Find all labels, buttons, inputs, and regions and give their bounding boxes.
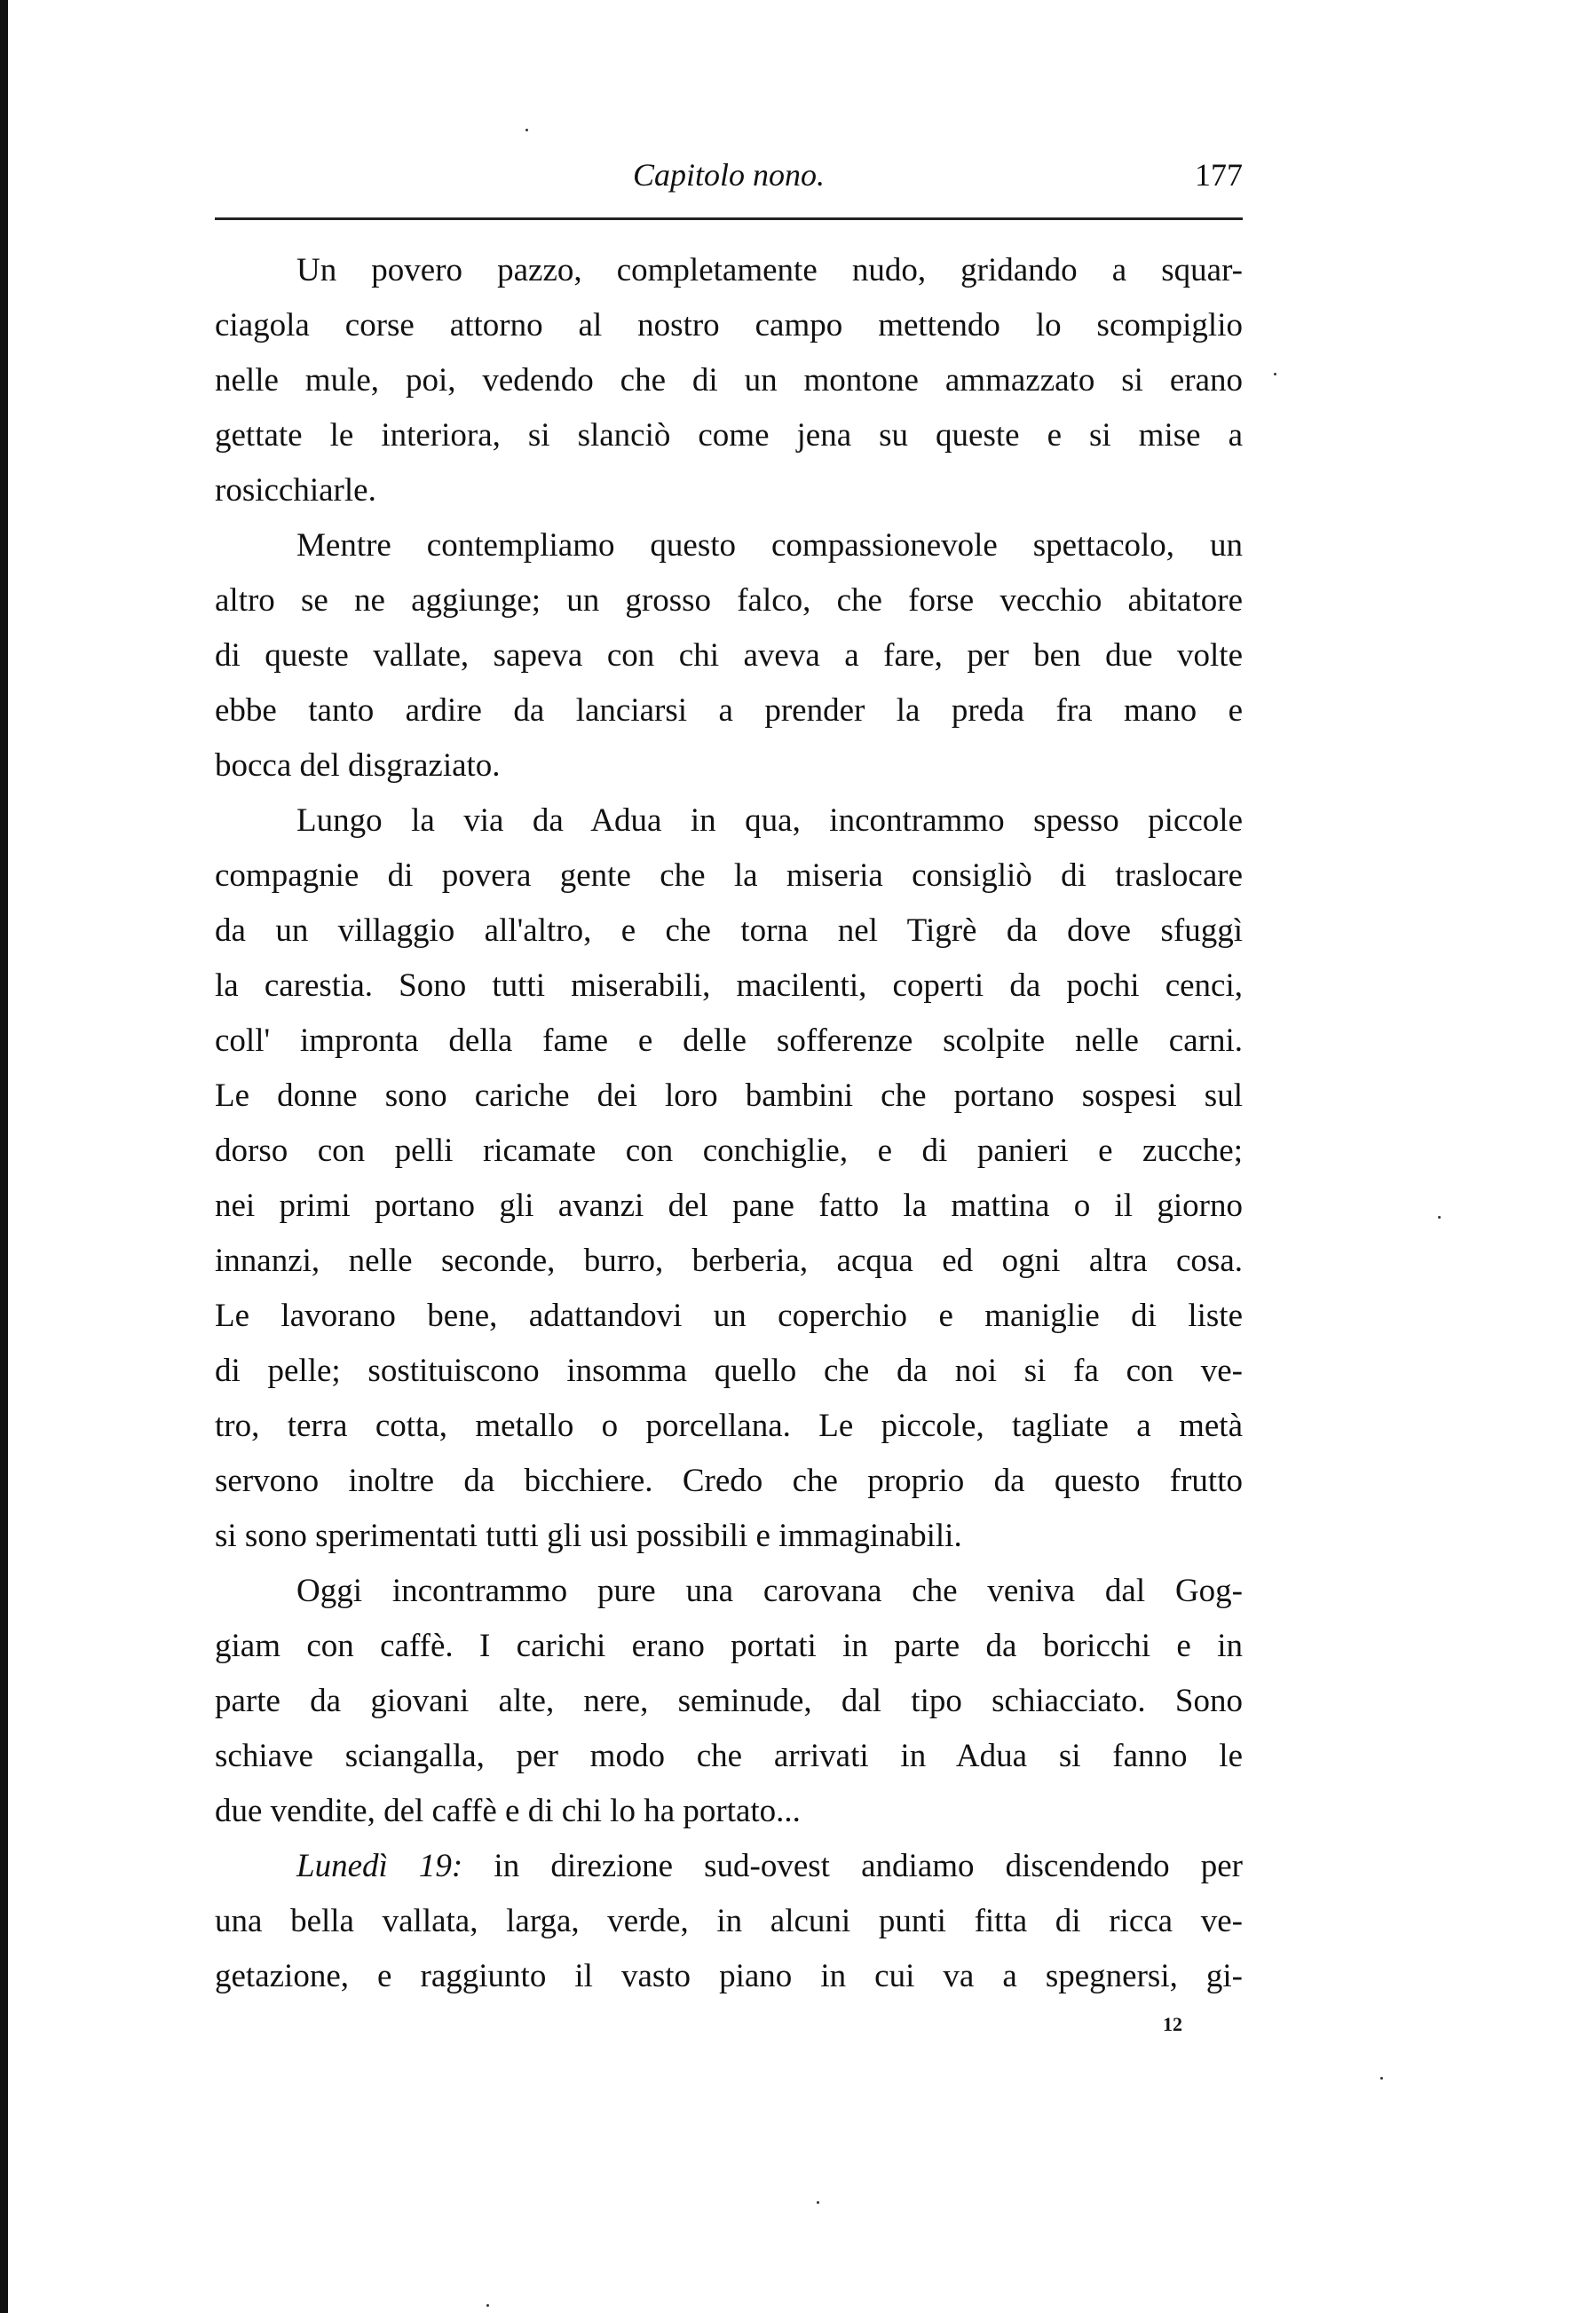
body-text	[215, 243, 1243, 2004]
text-line: Lungo la via da Adua in qua, incontrammo spesso piccole	[296, 802, 1243, 839]
text-line: innanzi, nelle seconde, burro, berberia, acqua ed ogni altra cosa.	[215, 1243, 1243, 1279]
text-line: Oggi incontrammo pure una carovana che veniva dal Gog-	[296, 1573, 1243, 1609]
scan-speck	[486, 2304, 489, 2307]
text-line: Mentre contempliamo questo compassionevole spettacolo, un	[296, 527, 1243, 564]
scan-speck	[1438, 1216, 1441, 1219]
text-line: coll' impronta della fame e delle sofferenze scolpite nelle carni.	[215, 1022, 1243, 1059]
header-rule	[215, 217, 1243, 220]
text-line: ciagola corse attorno al nostro campo mettendo lo scompiglio	[215, 307, 1243, 343]
text-line: ebbe tanto ardire da lanciarsi a prender la preda fra mano e	[215, 692, 1243, 729]
text-line: compagnie di povera gente che la miseria consigliò di traslocare	[215, 857, 1243, 894]
text-line: nei primi portano gli avanzi del pane fatto la mattina o il giorno	[215, 1188, 1243, 1224]
text-line: si sono sperimentati tutti gli usi possibili e immaginabili.	[215, 1518, 962, 1554]
running-head	[215, 153, 1243, 197]
line-text: in direzione sud-ovest andiamo discendendo per	[462, 1848, 1244, 1884]
text-line: da un villaggio all'altro, e che torna nel Tigrè da dove sfuggì	[215, 912, 1243, 949]
text-line	[215, 1839, 1243, 1894]
text-line: schiave sciangalla, per modo che arrivati in Adua si fanno le	[215, 1738, 1243, 1774]
scan-speck	[525, 129, 528, 131]
text-line: la carestia. Sono tutti miserabili, macilenti, coperti da pochi cenci,	[215, 967, 1243, 1004]
text-line: rosicchiarle.	[215, 472, 376, 509]
text-line: parte da giovani alte, nere, seminude, dal tipo schiacciato. Sono	[215, 1683, 1243, 1719]
text-line: altro se ne aggiunge; un grosso falco, che forse vecchio abitatore	[215, 582, 1243, 619]
signature-mark: 12	[1163, 2013, 1182, 2035]
text-line: servono inoltre da bicchiere. Credo che proprio da questo frutto	[215, 1463, 1243, 1499]
text-line: gettate le interiora, si slanciò come jena su queste e si mise a	[215, 417, 1243, 454]
scan-speck	[1274, 373, 1276, 375]
text-line: due vendite, del caffè e di chi lo ha portato...	[215, 1793, 801, 1829]
text-line: Un povero pazzo, completamente nudo, gridando a squar-	[296, 252, 1243, 288]
running-title: Capitolo nono.	[632, 157, 826, 193]
text-line: tro, terra cotta, metallo o porcellana. Le piccole, tagliate a metà	[215, 1408, 1243, 1444]
date-lead: Lunedì 19:	[296, 1848, 463, 1884]
text-line: una bella vallata, larga, verde, in alcuni punti fitta di ricca ve-	[215, 1903, 1243, 1939]
text-line: di queste vallate, sapeva con chi aveva a fare, per ben due volte	[215, 637, 1243, 674]
scan-speck	[817, 2201, 819, 2204]
page-number: 177	[1195, 157, 1243, 193]
scan-binding-edge	[0, 0, 8, 2313]
text-line: dorso con pelli ricamate con conchiglie, e di panieri e zucche;	[215, 1133, 1243, 1169]
text-line: nelle mule, poi, vedendo che di un montone ammazzato si erano	[215, 362, 1243, 399]
text-line: bocca del disgraziato.	[215, 747, 501, 784]
text-line: Le donne sono cariche dei loro bambini che portano sospesi sul	[215, 1078, 1243, 1114]
text-line: getazione, e raggiunto il vasto piano in cui va a spegnersi, gi-	[215, 1958, 1243, 1994]
text-line: giam con caffè. I carichi erano portati in parte da boricchi e in	[215, 1628, 1243, 1664]
text-line: di pelle; sostituiscono insomma quello che da noi si fa con ve-	[215, 1353, 1243, 1389]
text-line: Le lavorano bene, adattandovi un coperchio e maniglie di liste	[215, 1298, 1243, 1334]
scan-speck	[1380, 2077, 1383, 2080]
